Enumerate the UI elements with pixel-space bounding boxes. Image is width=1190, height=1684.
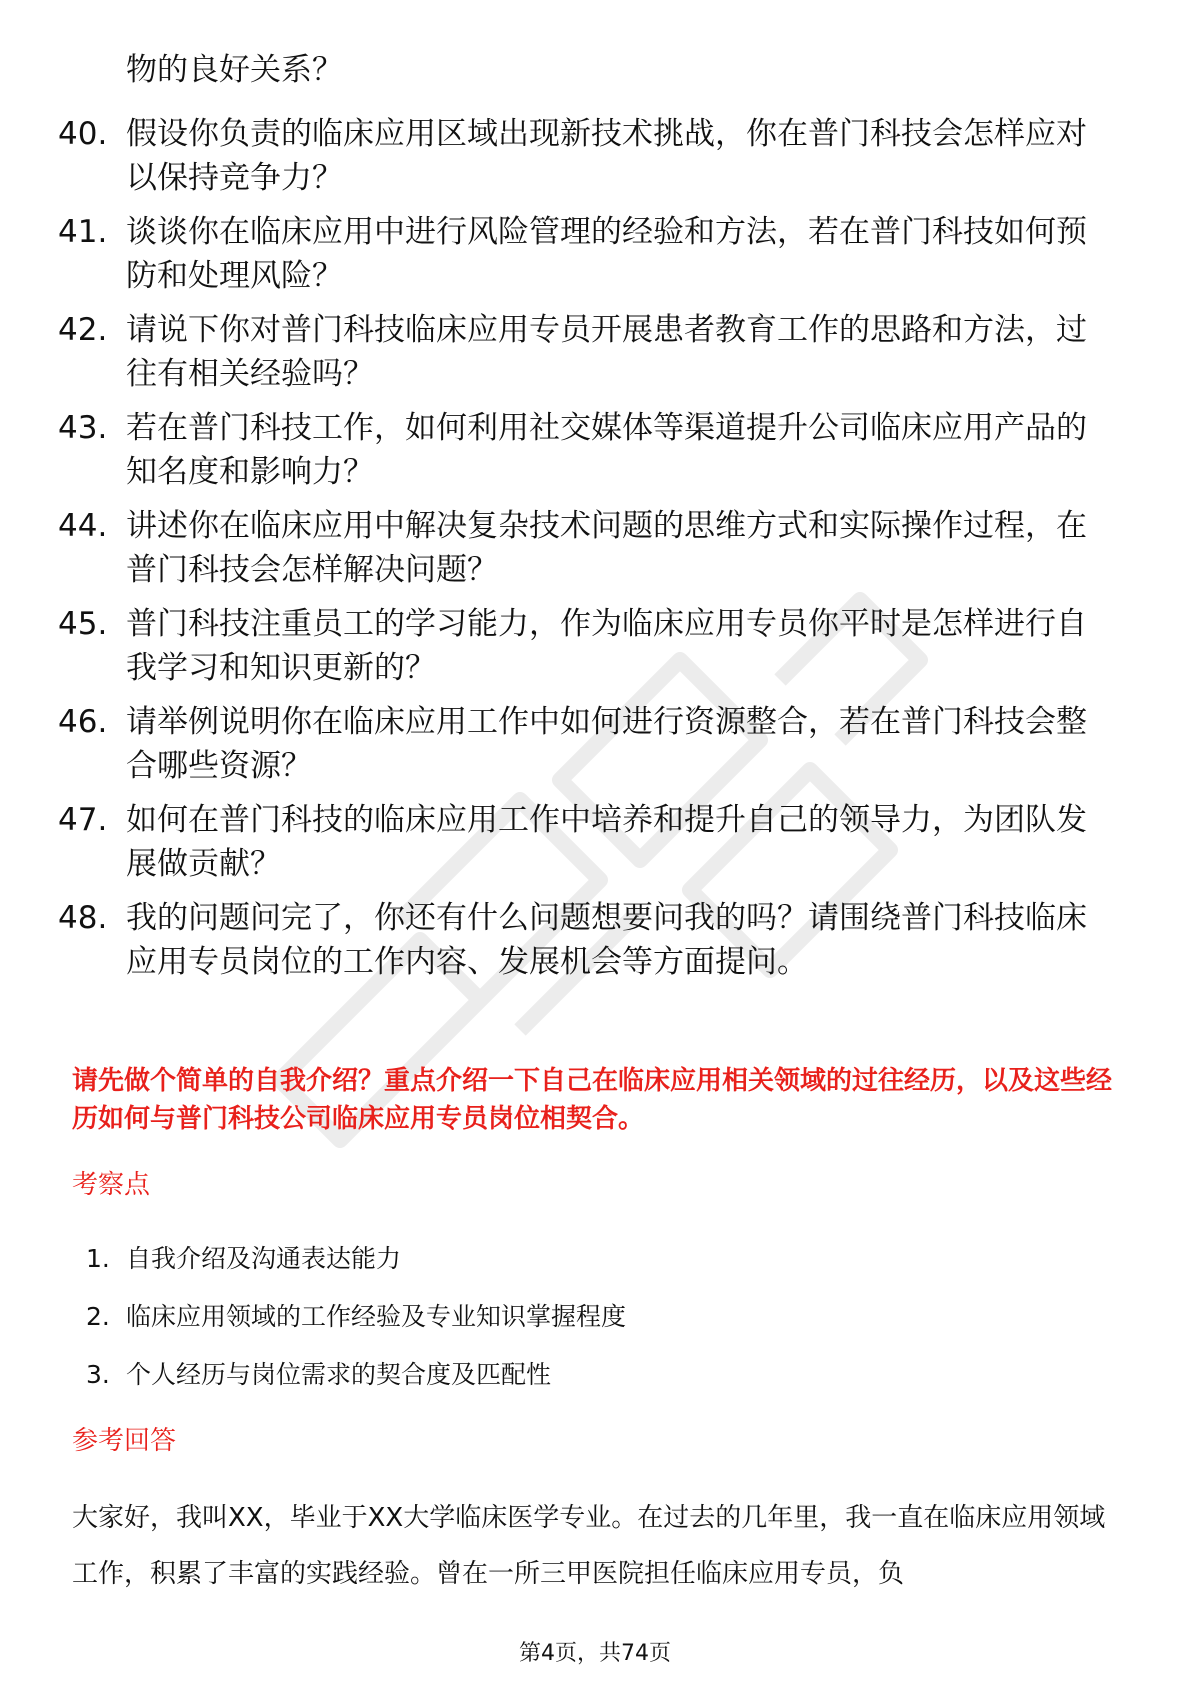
answer-section-title: 参考回答 <box>72 1426 177 1456</box>
question-item <box>58 798 1118 886</box>
focus-point <box>86 1288 626 1346</box>
question-text: 请说下你对普门科技临床应用专员开展患者教育工作的思路和方法，过往有相关经验吗？ <box>126 312 1087 392</box>
question-text: 假设你负责的临床应用区域出现新技术挑战，你在普门科技会怎样应对以保持竞争力？ <box>126 116 1087 196</box>
question-item <box>58 210 1118 298</box>
intro-question: 请先做个简单的自我介绍？重点介绍一下自己在临床应用相关领域的过往经历，以及这些经历如何与普门科技公司临床应用专员岗位相契合。 <box>72 1066 1113 1134</box>
question-item <box>58 406 1118 494</box>
question-item <box>58 112 1118 200</box>
focus-point-text: 个人经历与岗位需求的契合度及匹配性 <box>126 1360 552 1389</box>
question-item <box>58 308 1118 396</box>
question-number: 42. <box>58 312 108 348</box>
question-number: 45. <box>58 606 108 642</box>
question-text: 谈谈你在临床应用中进行风险管理的经验和方法，若在普门科技如何预防和处理风险？ <box>126 214 1087 294</box>
focus-point-text: 自我介绍及沟通表达能力 <box>126 1244 402 1273</box>
focus-points-list <box>86 1230 626 1404</box>
question-number: 48. <box>58 900 108 936</box>
focus-point-number: 2. <box>86 1302 110 1331</box>
focus-point <box>86 1230 626 1288</box>
question-list <box>58 112 1118 994</box>
question-item <box>58 896 1118 984</box>
question-item <box>58 602 1118 690</box>
question-text: 请举例说明你在临床应用工作中如何进行资源整合，若在普门科技会整合哪些资源？ <box>126 704 1087 784</box>
page-footer: 第4页，共74页 <box>519 1641 671 1666</box>
focus-section-title: 考察点 <box>72 1170 151 1200</box>
question-number: 46. <box>58 704 108 740</box>
question-number: 41. <box>58 214 108 250</box>
question-text: 讲述你在临床应用中解决复杂技术问题的思维方式和实际操作过程，在普门科技会怎样解决问题？ <box>126 508 1087 588</box>
focus-point-text: 临床应用领域的工作经验及专业知识掌握程度 <box>126 1302 627 1331</box>
question-number: 40. <box>58 116 108 152</box>
continued-question-text: 物的良好关系？ <box>126 52 343 88</box>
question-number: 47. <box>58 802 108 838</box>
answer-paragraph: 大家好，我叫XX，毕业于XX大学临床医学专业。在过去的几年里，我一直在临床应用领域工作，积累了丰富的实践经验。曾在一所三甲医院担任临床应用专员，负 <box>72 1503 1106 1589</box>
focus-point-number: 3. <box>86 1360 110 1389</box>
question-item <box>58 700 1118 788</box>
question-number: 43. <box>58 410 108 446</box>
question-text: 若在普门科技工作，如何利用社交媒体等渠道提升公司临床应用产品的知名度和影响力？ <box>126 410 1087 490</box>
focus-point <box>86 1346 626 1404</box>
question-text: 我的问题问完了，你还有什么问题想要问我的吗？请围绕普门科技临床应用专员岗位的工作内容、发展机会等方面提问。 <box>126 900 1087 980</box>
question-text: 如何在普门科技的临床应用工作中培养和提升自己的领导力，为团队发展做贡献？ <box>126 802 1087 882</box>
question-item <box>58 504 1118 592</box>
focus-point-number: 1. <box>86 1244 110 1273</box>
question-number: 44. <box>58 508 108 544</box>
question-text: 普门科技注重员工的学习能力，作为临床应用专员你平时是怎样进行自我学习和知识更新的？ <box>126 606 1087 686</box>
